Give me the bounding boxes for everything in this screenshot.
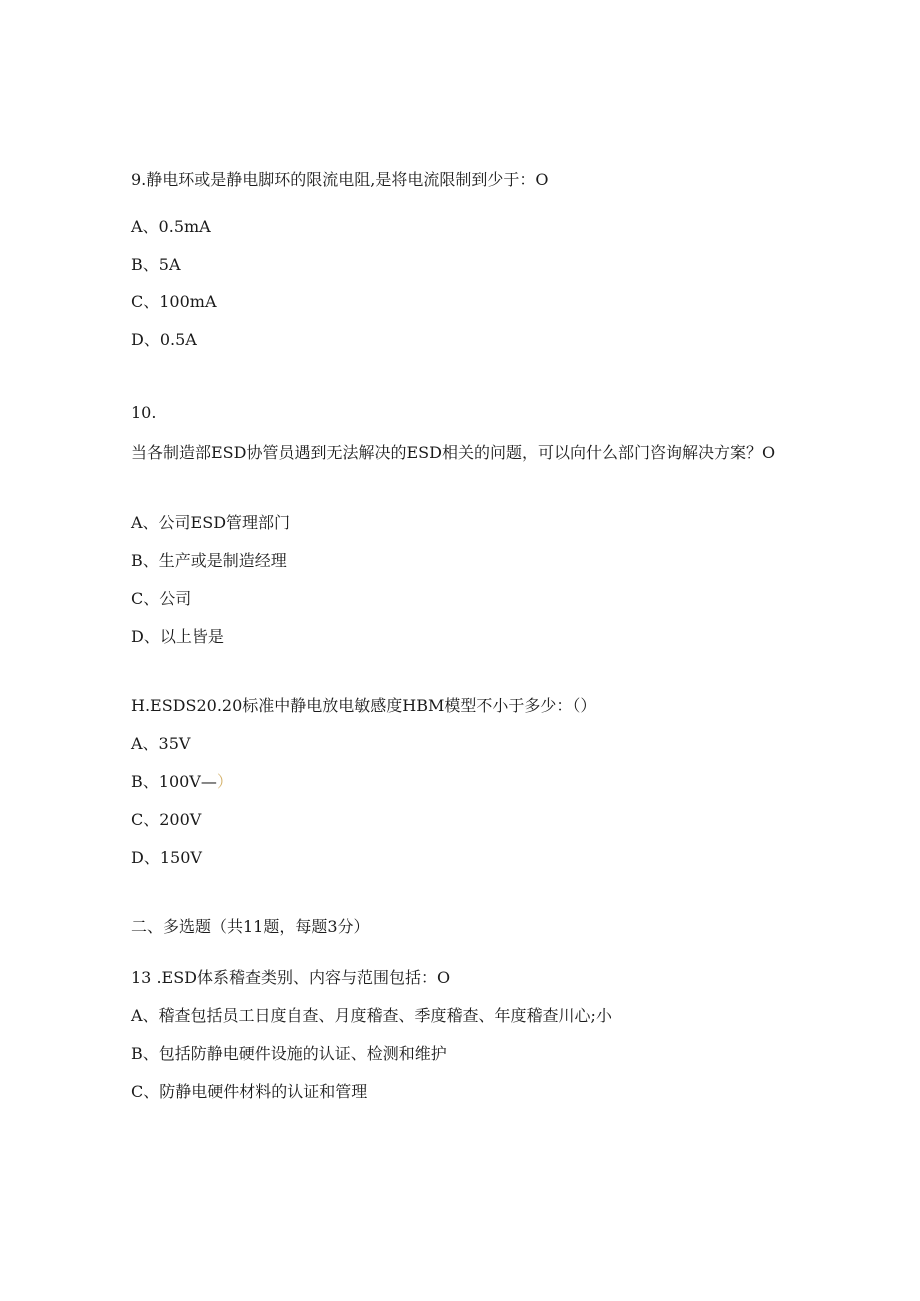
question-11-stem: H.ESDS20.20标准中静电放电敏感度HBM模型不小于多少：（） xyxy=(131,696,597,715)
question-13-stem: 13 .ESD体系稽查类别、内容与范围包括：O xyxy=(131,968,451,987)
question-13-option-c: C、防静电硬件材料的认证和管理 xyxy=(131,1082,368,1101)
question-10-option-b: B、生产或是制造经理 xyxy=(131,551,287,570)
section-heading-multiple-choice: 二、多选题（共11题，每题3分） xyxy=(131,917,370,936)
question-9-option-b: B、5A xyxy=(131,255,181,274)
question-11-option-c: C、200V xyxy=(131,810,202,829)
question-11-option-d: D、150V xyxy=(131,848,202,867)
question-10-stem: 当各制造部ESD协管员遇到无法解决的ESD相关的问题，可以向什么部门咨询解决方案？O xyxy=(131,443,776,462)
question-11-option-a: A、35V xyxy=(131,734,191,753)
question-11-option-b xyxy=(131,771,233,793)
question-9-option-c: C、100mA xyxy=(131,292,217,311)
question-11-option-b-mark: ） xyxy=(216,772,233,791)
question-11-option-b-text: B、100V— xyxy=(131,772,217,791)
question-10-option-a: A、公司ESD管理部门 xyxy=(131,513,291,532)
question-9-option-a: A、0.5mA xyxy=(131,217,211,236)
question-9-option-d: D、0.5A xyxy=(131,330,197,349)
question-10-number: 10. xyxy=(131,403,157,422)
question-9-stem: 9.静电环或是静电脚环的限流电阻,是将电流限制到少于：O xyxy=(131,170,549,189)
question-10-option-c: C、公司 xyxy=(131,589,192,608)
question-13-option-a: A、稽查包括员工日度自查、月度稽查、季度稽查、年度稽查川心;小 xyxy=(131,1006,612,1025)
question-10-option-d: D、以上皆是 xyxy=(131,627,224,646)
question-13-option-b: B、包括防静电硬件设施的认证、检测和维护 xyxy=(131,1044,447,1063)
